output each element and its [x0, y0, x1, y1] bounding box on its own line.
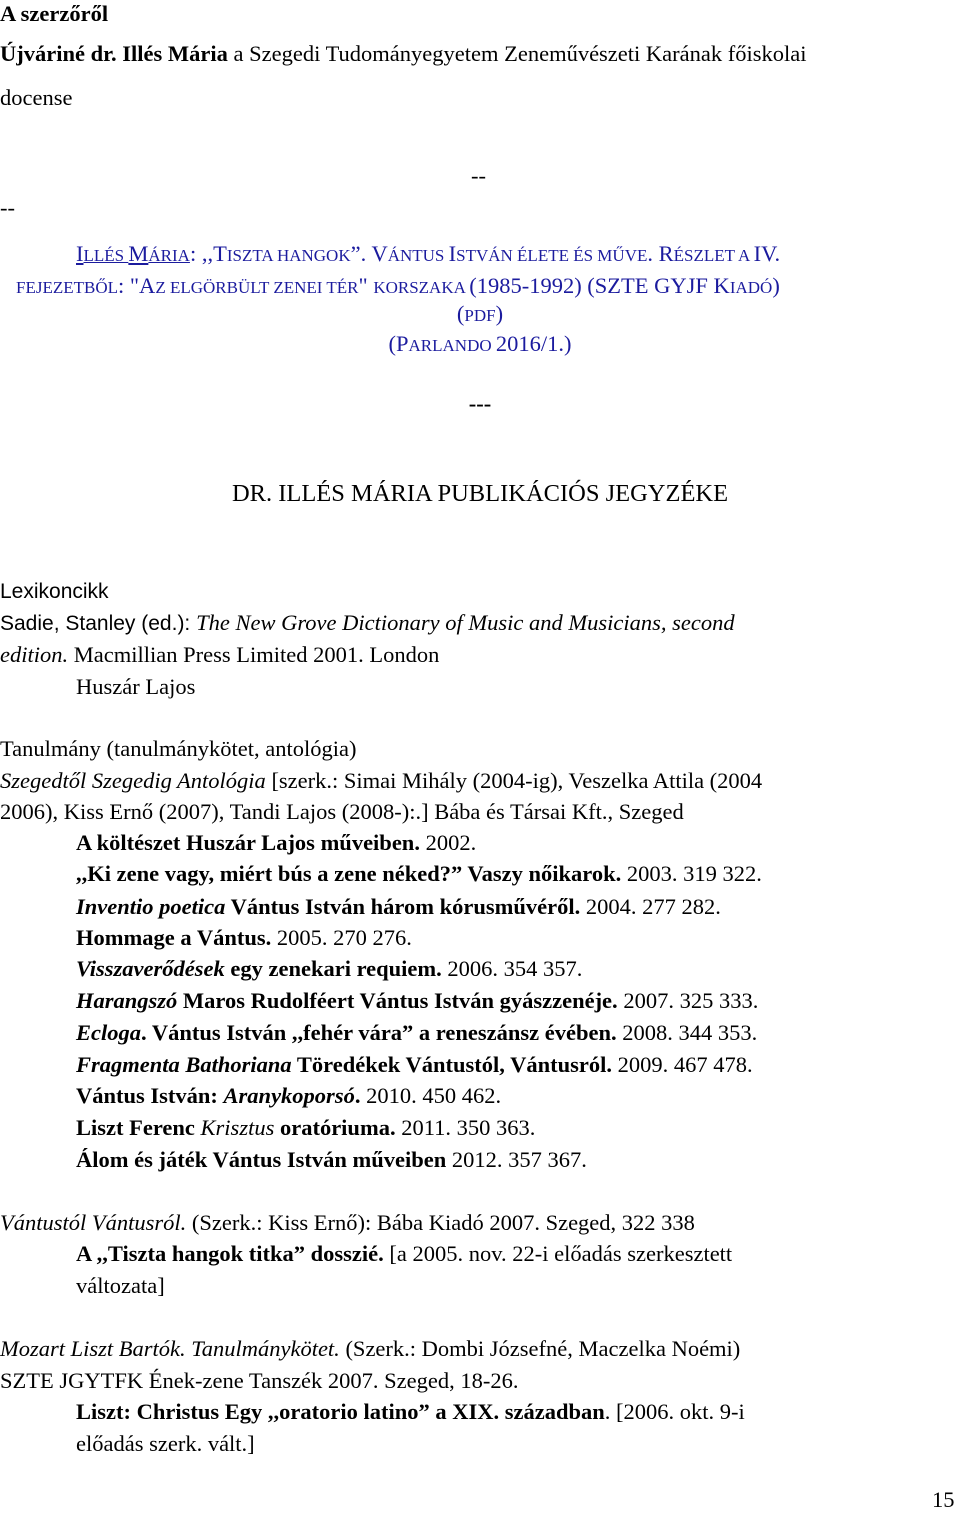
entry-details-cont: változata] — [76, 1273, 165, 1298]
entry-details: 2011. 350 363. — [395, 1115, 536, 1140]
entry-title: Vántus István három kórusművéről. — [225, 894, 581, 919]
entry-title: Hommage a Vántus. — [76, 925, 272, 950]
entry-title-italic: Visszaverődések — [76, 956, 225, 981]
entry-details: [a 2005. nov. 22-i előadás szerkesztett — [383, 1241, 733, 1266]
entry-title-italic: Aranykoporsó — [223, 1083, 355, 1108]
publication-entry — [76, 922, 412, 953]
entry-title: egy zenekari requiem. — [224, 956, 442, 981]
link-text: I — [448, 241, 457, 266]
entry-title: . Vántus István ,,fehér vára” a reneszánsz évében. — [141, 1020, 617, 1045]
entry-title: Maros Rudolféert Vántus István gyászzenéje. — [177, 988, 618, 1013]
entry-title: A költészet Huszár Lajos műveiben. — [76, 830, 420, 855]
link-text: KORSZAKA — [373, 278, 470, 297]
publication-entry — [76, 1049, 753, 1080]
link-text: ÉSZLET A — [673, 246, 754, 265]
link-text: FEJEZETBŐL — [16, 278, 118, 297]
about-heading: A szerzőről — [0, 1, 109, 26]
lexikon-publisher: Macmillian Press Limited 2001. London — [68, 642, 440, 667]
entry-title: Liszt Ferenc — [76, 1115, 201, 1140]
author-desc-2: docense — [0, 85, 73, 110]
entry-details: 2004. 277 282. — [580, 894, 721, 919]
book-link-line-1[interactable] — [76, 238, 780, 271]
link-text: I — [76, 241, 84, 266]
separator-dashes-3: --- — [468, 391, 492, 416]
pdf-link[interactable] — [0, 298, 960, 331]
entry-title-italic: Ecloga — [76, 1020, 141, 1045]
entry-title: Vántus István: — [76, 1083, 224, 1108]
link-text: IV. — [753, 241, 781, 266]
parlando-link[interactable] — [0, 328, 960, 361]
link-text: : ,, — [189, 241, 214, 266]
entry-details: . [2006. okt. 9-i — [604, 1399, 745, 1424]
publication-entry — [76, 985, 758, 1016]
page-title: DR. ILLÉS MÁRIA PUBLIKÁCIÓS JEGYZÉKE — [231, 480, 729, 507]
entry-details: 2002. — [419, 830, 477, 855]
publication-entry — [76, 1080, 501, 1111]
link-text: ) — [772, 273, 780, 298]
author-name: Újváriné dr. Illés Mária — [0, 41, 228, 66]
entry-title-italic: Inventio poetica — [76, 894, 226, 919]
publication-entry — [76, 1396, 745, 1427]
lexikon-line-2 — [0, 639, 439, 670]
publication-entry — [76, 1112, 535, 1143]
link-text: IADÓ — [729, 278, 773, 297]
anthology-editors: [szerk.: Simai Mihály (2004-ig), Veszelka Attila (2004 — [265, 768, 763, 793]
entry-title: Liszt: Christus Egy ,,oratorio latino” a XIX. században — [76, 1399, 605, 1424]
book-details: (Szerk.: Kiss Ernő): Bába Kiadó 2007. Szeged, 322 338 — [186, 1210, 695, 1235]
entry-details: 2005. 270 276. — [271, 925, 412, 950]
entry-details-cont: előadás szerk. vált.] — [76, 1431, 255, 1456]
publication-entry — [76, 827, 476, 858]
entry-details: 2010. 450 462. — [360, 1083, 502, 1108]
section-heading-lexikon: Lexikoncikk — [0, 580, 109, 603]
publication-entry — [76, 858, 762, 889]
link-text: LLÉS — [83, 246, 129, 265]
link-text: Z ELGÖRBÜLT ZENEI TÉR — [155, 278, 359, 297]
link-text: ISZTA HANGOK — [226, 246, 351, 265]
entry-title: Töredékek Vántustól, Vántusról. — [291, 1052, 612, 1077]
entry-title: A ,,Tiszta hangok titka” dosszié. — [76, 1241, 384, 1266]
link-text: ) — [495, 301, 504, 326]
publication-entry — [76, 1017, 757, 1048]
anthology-line-1 — [0, 765, 762, 796]
author-desc-1: a Szegedi Tudományegyetem Zeneművészeti Karának főiskolai — [227, 41, 807, 66]
lexikon-work-title: The New Grove Dictionary of Music and Musicians, second — [196, 610, 735, 635]
section-heading-tanulmany: Tanulmány (tanulmánykötet, antológia) — [0, 736, 357, 761]
publication-entry — [76, 891, 721, 922]
link-text: ( — [456, 301, 465, 326]
book-details: (Szerk.: Dombi Józsefné, Maczelka Noémi) — [339, 1336, 741, 1361]
about-line-1 — [0, 38, 806, 69]
link-text: ARLANDO — [408, 336, 496, 355]
publication-entry — [76, 1144, 587, 1175]
link-text: : "A — [118, 273, 156, 298]
entry-title-italic: Fragmenta Bathoriana — [76, 1052, 292, 1077]
mozart-book-line-2: SZTE JGYTFK Ének-zene Tanszék 2007. Szeged, 18-26. — [0, 1368, 519, 1393]
entry-details: 2006. 354 357. — [441, 956, 583, 981]
link-text: M — [128, 241, 149, 266]
link-text: " — [358, 273, 374, 298]
separator-dashes-2: -- — [0, 195, 15, 220]
entry-title-italic: Harangszó — [76, 988, 178, 1013]
entry-details: 2012. 357 367. — [446, 1147, 587, 1172]
entry-details: 2009. 467 478. — [611, 1052, 753, 1077]
lexikon-editor: Sadie, Stanley (ed.): — [0, 612, 197, 635]
anthology-line-2: 2006), Kiss Ernő (2007), Tandi Lajos (2008-):.] Bába és Társai Kft., Szeged — [0, 799, 684, 824]
link-text: T — [213, 241, 227, 266]
publication-entry — [76, 1238, 732, 1269]
entry-details: 2007. 325 333. — [617, 988, 759, 1013]
publication-entry — [76, 953, 582, 984]
entry-title: ,,Ki zene vagy, miért bús a zene néked?” Vaszy nőikarok. — [76, 861, 622, 886]
separator-dashes-1: -- — [471, 163, 486, 188]
entry-details: 2003. 319 322. — [621, 861, 762, 886]
entry-title: . — [354, 1083, 361, 1108]
book-title: Mozart Liszt Bartók. Tanulmánykötet. — [0, 1336, 340, 1361]
link-text: PDF — [464, 306, 496, 325]
link-text: (1985-1992) (SZTE GYJF K — [469, 273, 730, 298]
vantus-book-line — [0, 1207, 695, 1238]
link-text: ”. V — [350, 241, 388, 266]
link-text: . R — [647, 241, 674, 266]
entry-title-italic: Krisztus — [200, 1115, 275, 1140]
page-number: 15 — [932, 1487, 955, 1512]
link-text: ÁNTUS — [387, 246, 449, 265]
book-title: Vántustól Vántusról. — [0, 1210, 187, 1235]
anthology-title: Szegedtől Szegedig Antológia — [0, 768, 266, 793]
lexikon-line-1 — [0, 607, 735, 639]
link-text: ÁRIA — [148, 246, 190, 265]
mozart-book-line — [0, 1333, 740, 1364]
lexikon-edition: edition. — [0, 642, 69, 667]
entry-title: oratóriuma. — [274, 1115, 396, 1140]
link-text: 2016/1.) — [495, 331, 572, 356]
entry-title: Álom és játék Vántus István műveiben — [76, 1147, 447, 1172]
lexikon-entry: Huszár Lajos — [76, 674, 196, 699]
link-text: STVÁN ÉLETE ÉS MŰVE — [456, 246, 648, 265]
link-text: (P — [388, 331, 409, 356]
entry-details: 2008. 344 353. — [616, 1020, 758, 1045]
